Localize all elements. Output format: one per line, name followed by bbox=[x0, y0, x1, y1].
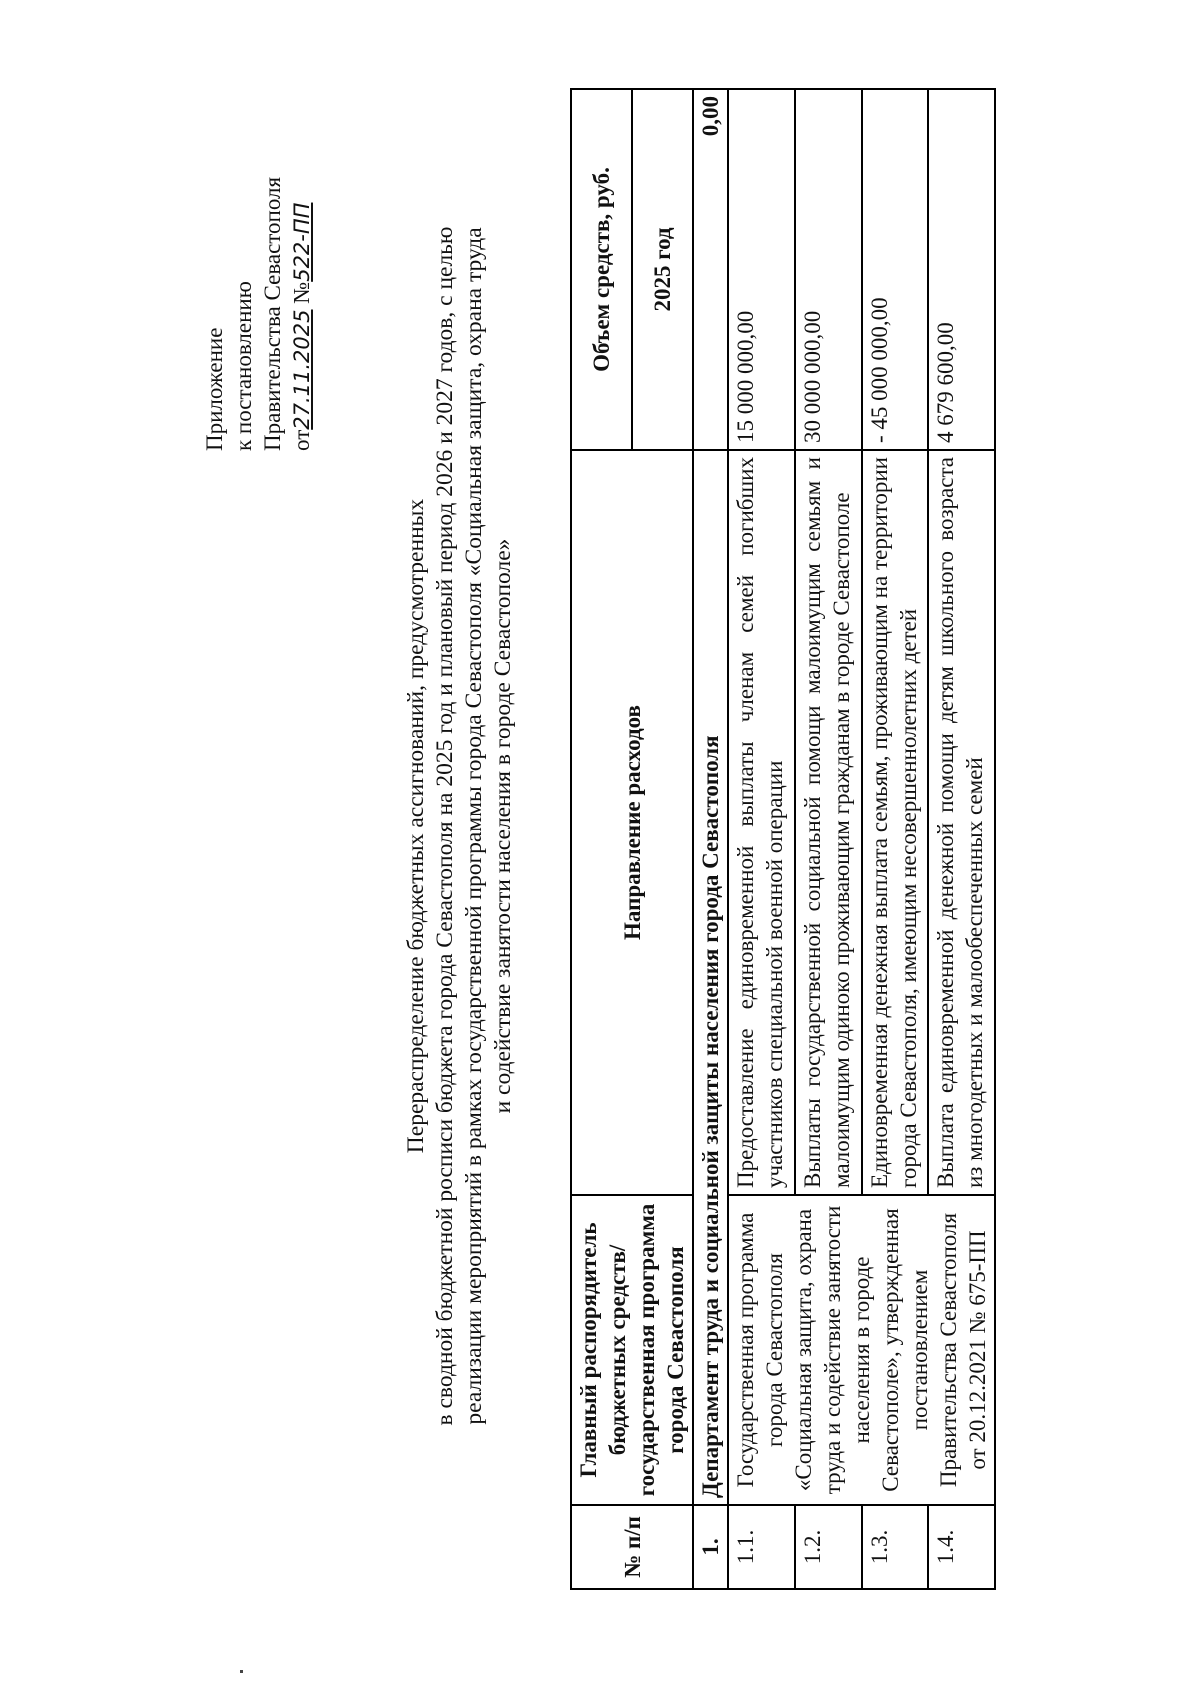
header-program: Главный распорядитель бюджетных средств/ государственная программа города Севастополя bbox=[571, 1195, 693, 1505]
row-amount: 30 000 000,00 bbox=[795, 89, 862, 450]
row-direction: Предоставление единовременной выплаты членам семей погибших участников специальной военной операции bbox=[728, 450, 795, 1195]
appendix-line-2: к постановлению bbox=[231, 281, 256, 451]
row-amount: 15 000 000,00 bbox=[728, 89, 795, 450]
header-num: № п/п bbox=[571, 1505, 693, 1589]
appendix-date-line bbox=[287, 91, 317, 451]
appendix-block bbox=[200, 91, 317, 451]
date-prefix: от bbox=[289, 429, 314, 451]
department-name: Департамент труда и социальной защиты населения города Севастополя bbox=[693, 450, 728, 1505]
row-direction: Выплата единовременной денежной помощи детям школьного возраста из многодетных и малообеспеченных семей bbox=[928, 450, 995, 1195]
table-row bbox=[728, 89, 795, 1589]
department-total: 0,00 bbox=[693, 89, 728, 450]
row-direction: Единовременная денежная выплата семьям, проживающим на территории города Севастополя, имеющим несовершеннолетних детей bbox=[862, 450, 929, 1195]
document-title bbox=[402, 166, 518, 1486]
row-num: 1.2. bbox=[795, 1505, 862, 1589]
handwritten-date: 27.11.2025 bbox=[290, 309, 314, 430]
row-num: 1.3. bbox=[862, 1505, 929, 1589]
scan-speck bbox=[240, 1670, 243, 1673]
table-header-row bbox=[571, 89, 632, 1589]
department-num: 1. bbox=[693, 1505, 728, 1589]
title-line-4: и содействие занятости населения в городе Севастополе» bbox=[490, 538, 516, 1114]
program-cell: Государственная программа города Севастополя «Социальная защита, охрана труда и содействие занятости населения в городе Севастополе», утвержденная постановлением Правительства Севастополя от 20.12.2021 № 675-ПП bbox=[728, 1195, 995, 1505]
row-amount: - 45 000 000,00 bbox=[862, 89, 929, 450]
title-line-1: Перераспределение бюджетных ассигнований, предусмотренных bbox=[403, 498, 429, 1154]
header-direction: Направление расходов bbox=[571, 450, 693, 1195]
header-year: 2025 год bbox=[632, 89, 693, 450]
number-prefix: № bbox=[289, 281, 314, 304]
handwritten-number: 522-ПП bbox=[290, 202, 314, 282]
row-direction: Выплаты государственной социальной помощи малоимущим семьям и малоимущим одиноко проживающим гражданам в городе Севастополе bbox=[795, 450, 862, 1195]
title-line-3: реализации мероприятий в рамках государственной программы города Севастополя «Социальная защита, охрана труда bbox=[461, 227, 487, 1425]
row-amount: 4 679 600,00 bbox=[928, 89, 995, 450]
allocation-table bbox=[570, 88, 996, 1590]
appendix-line-1: Приложение bbox=[202, 327, 227, 451]
row-num: 1.4. bbox=[928, 1505, 995, 1589]
row-num: 1.1. bbox=[728, 1505, 795, 1589]
appendix-line-3: Правительства Севастополя bbox=[260, 176, 285, 451]
title-line-2: в сводной бюджетной росписи бюджета города Севастополя на 2025 год и плановый период 2026 и 2027 годов, с целью bbox=[432, 226, 458, 1426]
header-volume: Объем средств, руб. bbox=[571, 89, 632, 450]
department-row bbox=[693, 89, 728, 1589]
